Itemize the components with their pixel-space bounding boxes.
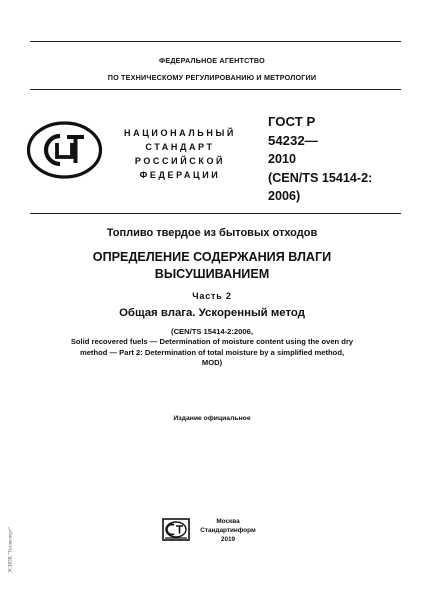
document-title-line-1: ОПРЕДЕЛЕНИЕ СОДЕРЖАНИЯ ВЛАГИ xyxy=(92,250,332,264)
document-title-prefix: Топливо твердое из бытовых отходов xyxy=(106,227,318,239)
standard-type-block xyxy=(110,126,250,182)
top-rule xyxy=(30,41,401,42)
standard-type-line-4: ФЕДЕРАЦИИ xyxy=(139,170,221,180)
designation-line-4: (CEN/TS 15414-2: xyxy=(268,170,373,185)
gost-r-certification-mark-icon xyxy=(26,120,103,180)
agency-line-1: ФЕДЕРАЛЬНОЕ АГЕНТСТВО xyxy=(159,56,265,65)
standard-type-line-2: СТАНДАРТ xyxy=(145,142,215,152)
side-watermark xyxy=(6,512,16,588)
designation-line-2: 54232— xyxy=(268,132,318,148)
designation-line-1: ГОСТ Р xyxy=(268,114,316,129)
document-title xyxy=(0,249,424,282)
publisher-city: Москва xyxy=(216,518,240,525)
document-subtitle: Общая влага. Ускоренный метод xyxy=(119,307,305,319)
designation-line-5: 2006) xyxy=(268,189,301,204)
standard-type-line-1: НАЦИОНАЛЬНЫЙ xyxy=(124,128,236,138)
publisher-block xyxy=(188,517,268,544)
standard-designation xyxy=(268,113,418,206)
english-reference-line-1: (CEN/TS 15414-2:2006, xyxy=(171,327,253,336)
english-reference-line-4: MOD) xyxy=(201,358,223,368)
agency-line-2: ПО ТЕХНИЧЕСКОМУ РЕГУЛИРОВАНИЮ И МЕТРОЛОГИИ xyxy=(107,73,317,82)
english-reference-line-3: method — Part 2: Determination of total moisture by a simplified method, xyxy=(79,347,345,357)
header-rule xyxy=(30,89,401,90)
document-title-line-2: ВЫСУШИВАНИЕМ xyxy=(154,266,270,281)
side-watermark-text: ЭСИПК "Техэксперт" xyxy=(8,526,14,574)
publisher-name: Стандартинформ xyxy=(200,527,256,534)
standard-type-line-3: РОССИЙСКОЙ xyxy=(134,156,226,166)
part-number: Часть 2 xyxy=(192,291,232,301)
title-rule xyxy=(30,213,401,214)
publisher-year: 2019 xyxy=(220,536,236,543)
designation-line-3: 2010 xyxy=(268,152,297,167)
edition-label: Издание официальное xyxy=(173,415,251,422)
english-reference xyxy=(30,327,394,369)
english-reference-line-2: Solid recovered fuels — Determination of moisture content using the oven dry xyxy=(70,337,354,347)
